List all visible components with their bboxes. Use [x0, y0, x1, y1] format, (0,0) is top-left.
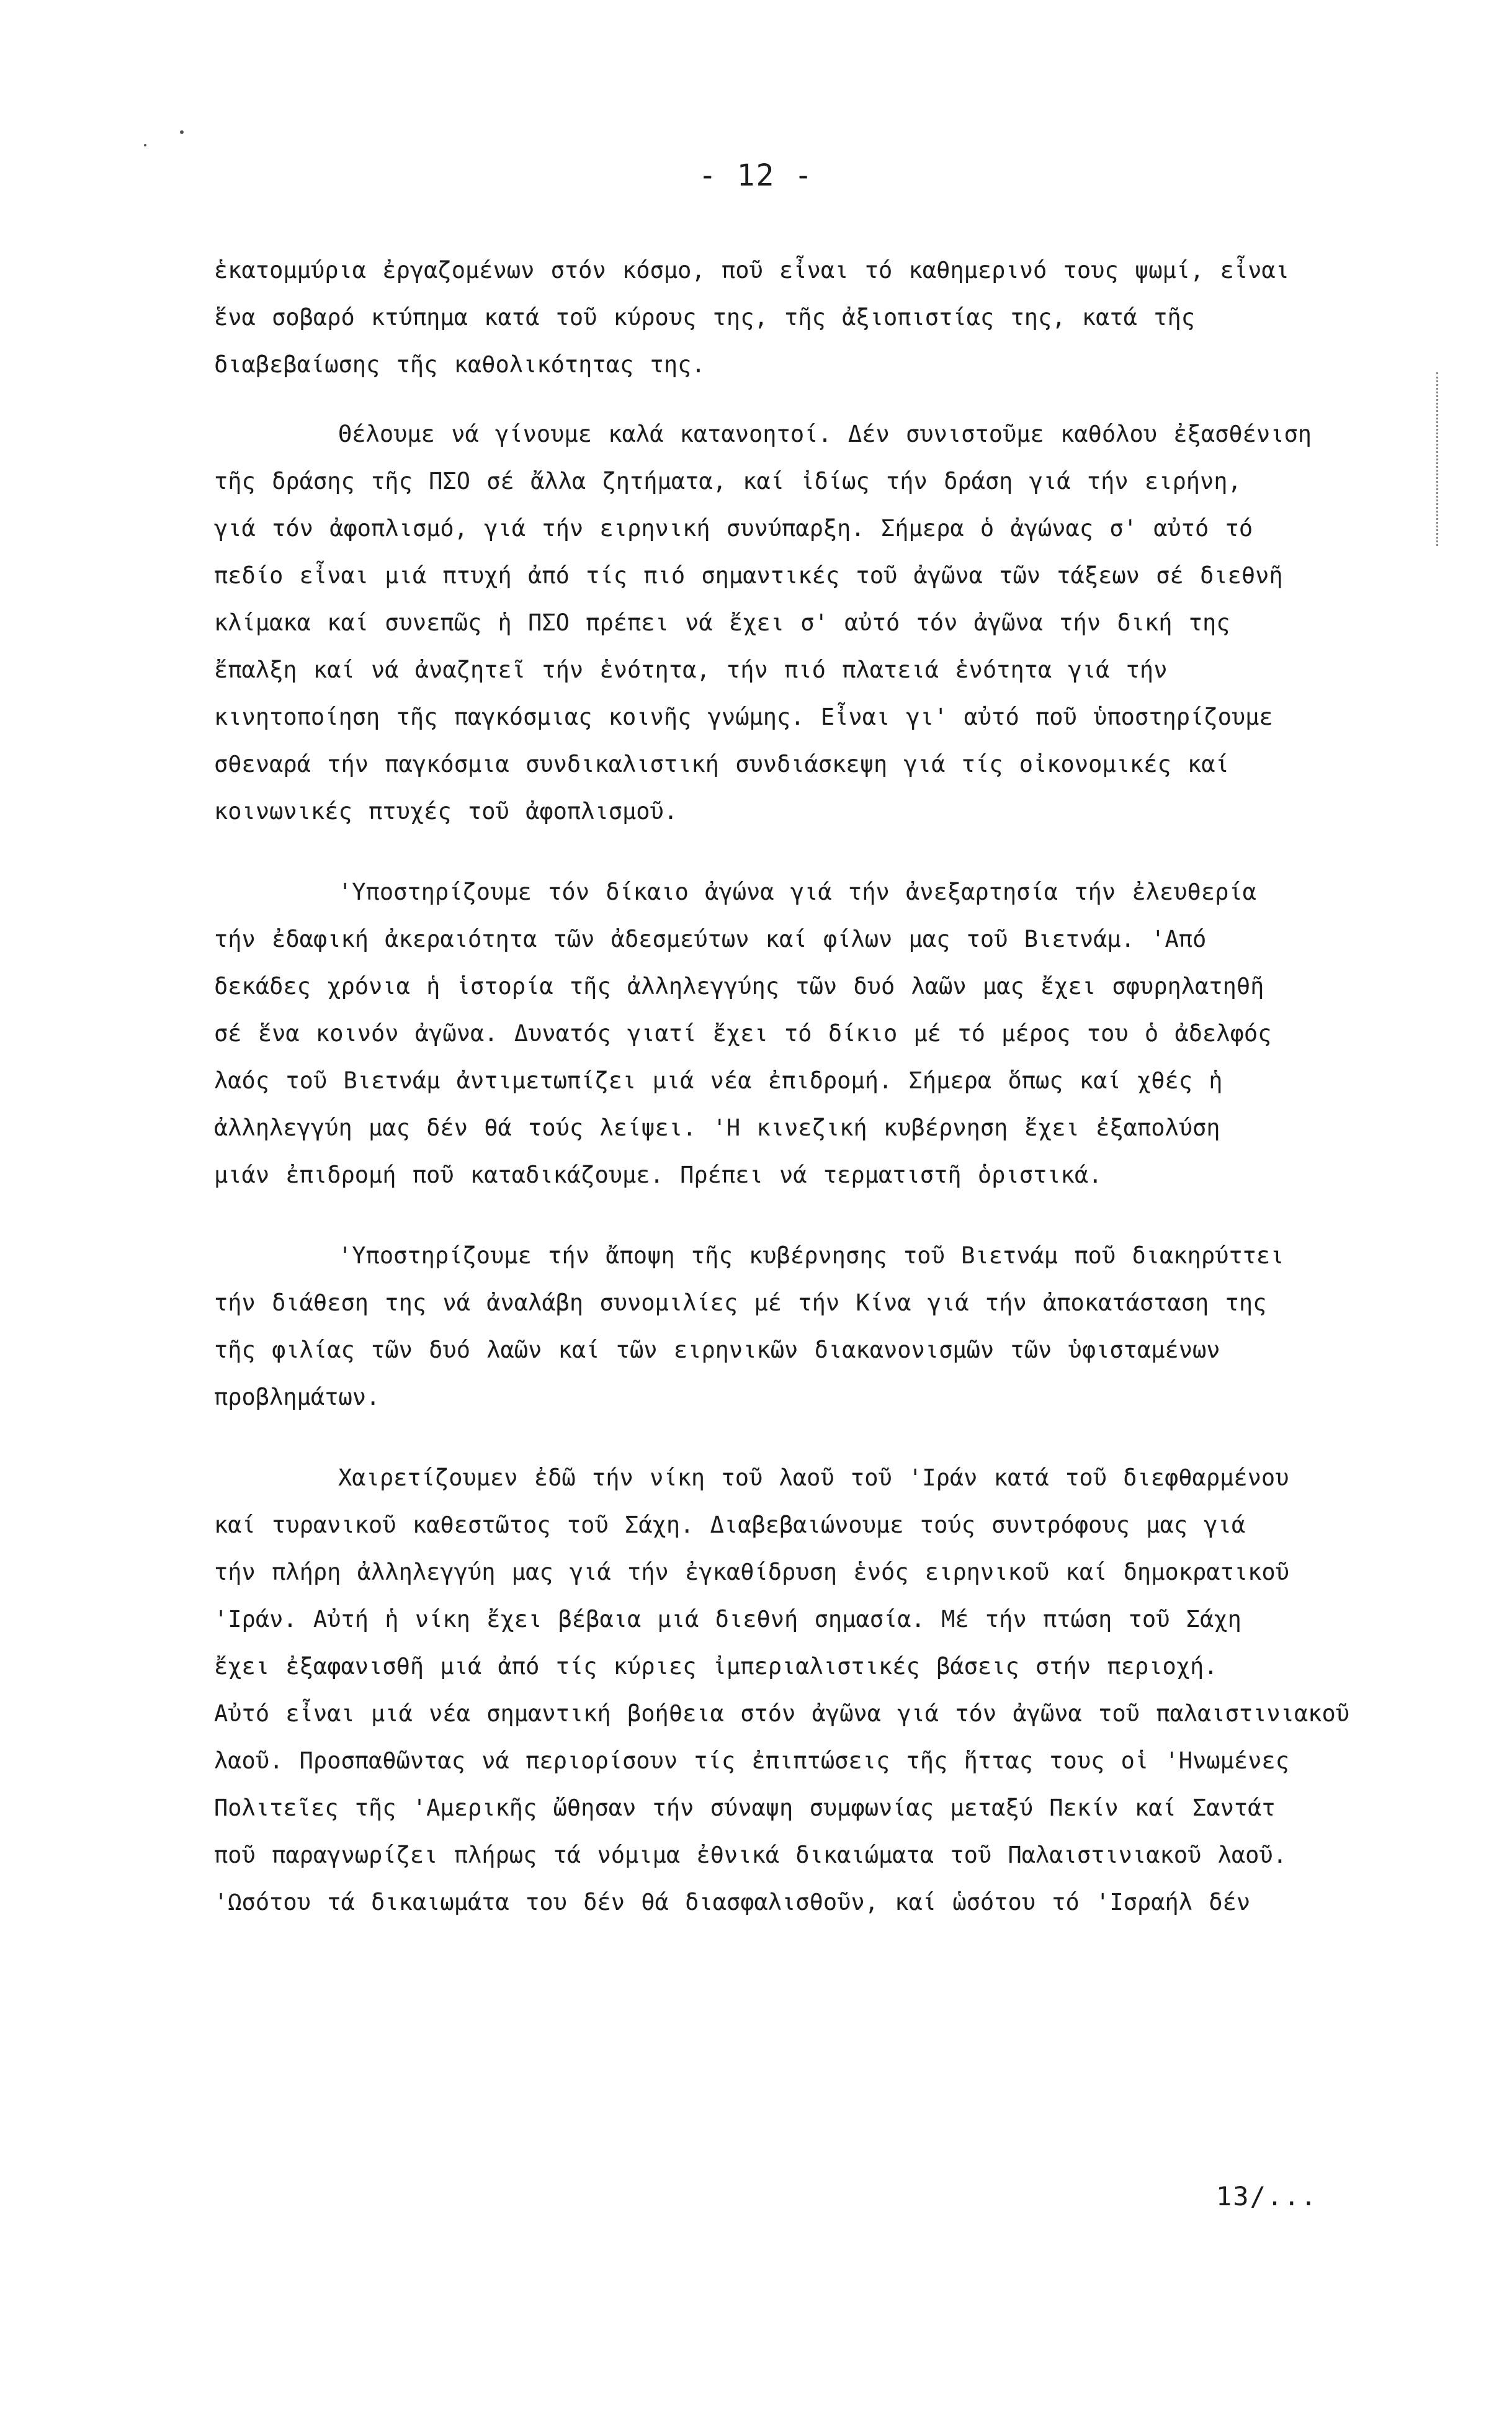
text-line: Χαιρετίζουμεν ἐδῶ τήν νίκη τοῦ λαοῦ τοῦ 'Ιράν κατά τοῦ διεφθαρμένου [338, 1464, 1289, 1491]
paragraph-4 [214, 1232, 1449, 1421]
text-line: σέ ἕνα κοινόν ἀγῶνα. Δυνατός γιατί ἔχει τό δίκιο μέ τό μέρος του ὁ ἀδελφός [214, 1020, 1272, 1047]
paragraph-3 [214, 869, 1449, 1199]
text-line: πεδίο εἶναι μιά πτυχή ἀπό τίς πιό σημαντικές τοῦ ἀγῶνα τῶν τάξεων σέ διεθνῆ [214, 562, 1283, 589]
text-line: ἔπαλξη καί νά ἀναζητεῖ τήν ἑνότητα, τήν πιό πλατειά ἑνότητα γιά τήν [214, 656, 1168, 683]
paragraph-5 [214, 1454, 1449, 1926]
paragraph-2 [214, 411, 1449, 835]
paragraph-1 [214, 247, 1449, 388]
text-line: ἀλληλεγγύη μας δέν θά τούς λείψει. 'Η κινεζική κυβέρνηση ἔχει ἐξαπολύση [214, 1114, 1220, 1141]
text-line: διαβεβαίωσης τῆς καθολικότητας της. [214, 351, 705, 378]
text-line: κινητοποίηση τῆς παγκόσμιας κοινῆς γνώμης. Εἶναι γι' αὐτό ποῦ ὑποστηρίζουμε [214, 704, 1273, 730]
text-line: ποῦ παραγνωρίζει πλήρως τά νόμιμα ἐθνικά δικαιώματα τοῦ Παλαιστινιακοῦ λαοῦ. [214, 1842, 1287, 1868]
text-line: τῆς δράσης τῆς ΠΣΟ σέ ἄλλα ζητήματα, καί ἰδίως τήν δράση γιά τήν ειρήνη, [214, 468, 1241, 495]
paper-speck [144, 144, 146, 146]
text-line: 'Υποστηρίζουμε τήν ἄποψη τῆς κυβέρνησης τοῦ Βιετνάμ ποῦ διακηρύττει [338, 1242, 1284, 1269]
text-line: σθεναρά τήν παγκόσμια συνδικαλιστική συνδιάσκεψη γιά τίς οἰκονομικές καί [214, 751, 1229, 777]
text-line: 'Ιράν. Αὐτή ἡ νίκη ἔχει βέβαια μιά διεθνή σημασία. Μέ τήν πτώση τοῦ Σάχη [214, 1606, 1241, 1633]
page-number: - 12 - [698, 158, 814, 193]
text-line: τήν πλήρη ἀλληλεγγύη μας γιά τήν ἐγκαθίδρυση ἑνός ειρηνικοῦ καί δημοκρατικοῦ [214, 1559, 1289, 1585]
text-line: ἕνα σοβαρό κτύπημα κατά τοῦ κύρους της, τῆς ἀξιοπιστίας της, κατά τῆς [214, 304, 1196, 331]
text-line: γιά τόν ἀφοπλισμό, γιά τήν ειρηνική συνύπαρξη. Σήμερα ὁ ἀγώνας σ' αὐτό τό [214, 515, 1253, 542]
text-line: καί τυρανικοῦ καθεστῶτος τοῦ Σάχη. Διαβεβαιώνουμε τούς συντρόφους μας γιά [214, 1512, 1246, 1538]
continuation-page-ref: 13/... [1216, 2181, 1318, 2211]
text-line: κοινωνικές πτυχές τοῦ ἀφοπλισμοῦ. [214, 798, 678, 825]
text-line: λαός τοῦ Βιετνάμ ἀντιμετωπίζει μιά νέα ἐπιδρομή. Σήμερα ὅπως καί χθές ἡ [214, 1067, 1223, 1094]
text-line: λαοῦ. Προσπαθῶντας νά περιορίσουν τίς ἐπιπτώσεις τῆς ἥττας τους οἱ 'Ηνωμένες [214, 1747, 1289, 1774]
text-line: κλίμακα καί συνεπῶς ἡ ΠΣΟ πρέπει νά ἔχει σ' αὐτό τόν ἀγῶνα τήν δική της [214, 609, 1230, 636]
text-line: 'Ωσότου τά δικαιωμάτα του δέν θά διασφαλισθοῦν, καί ὡσότου τό 'Ισραήλ δέν [214, 1889, 1251, 1915]
text-line: τήν ἐδαφική ἀκεραιότητα τῶν ἀδεσμεύτων καί φίλων μας τοῦ Βιετνάμ. 'Από [214, 926, 1207, 952]
text-line: προβλημάτων. [214, 1384, 380, 1410]
text-line: Αὐτό εἶναι μιά νέα σημαντική βοήθεια στόν ἀγῶνα γιά τόν ἀγῶνα τοῦ παλαιστινιακοῦ [214, 1700, 1350, 1727]
text-line: ἔχει ἐξαφανισθῆ μιά ἀπό τίς κύριες ἰμπεριαλιστικές βάσεις στήν περιοχή. [214, 1653, 1218, 1680]
text-line: τήν διάθεση της νά ἀναλάβη συνομιλίες μέ τήν Κίνα γιά τήν ἀποκατάσταση της [214, 1289, 1267, 1316]
text-line: Πολιτεῖες τῆς 'Αμερικῆς ὤθησαν τήν σύναψη συμφωνίας μεταξύ Πεκίν καί Σαντάτ [214, 1794, 1276, 1821]
paper-speck [180, 130, 184, 134]
text-line: Θέλουμε νά γίνουμε καλά κατανοητοί. Δέν συνιστοῦμε καθόλου ἐξασθένιση [338, 421, 1312, 447]
text-line: δεκάδες χρόνια ἡ ἱστορία τῆς ἀλληλεγγύης τῶν δυό λαῶν μας ἔχει σφυρηλατηθῆ [214, 973, 1264, 1000]
text-line: μιάν ἐπιδρομή ποῦ καταδικάζουμε. Πρέπει νά τερματιστῆ ὁριστικά. [214, 1162, 1103, 1188]
text-line: τῆς φιλίας τῶν δυό λαῶν καί τῶν ειρηνικῶν διακανονισμῶν τῶν ὑφισταμένων [214, 1337, 1220, 1363]
text-line: ἑκατομμύρια ἐργαζομένων στόν κόσμο, ποῦ εἶναι τό καθημερινό τους ψωμί, εἶναι [214, 257, 1289, 284]
document-body [214, 247, 1449, 1926]
text-line: 'Υποστηρίζουμε τόν δίκαιο ἀγώνα γιά τήν ἀνεξαρτησία τήν ἐλευθερία [338, 879, 1256, 905]
